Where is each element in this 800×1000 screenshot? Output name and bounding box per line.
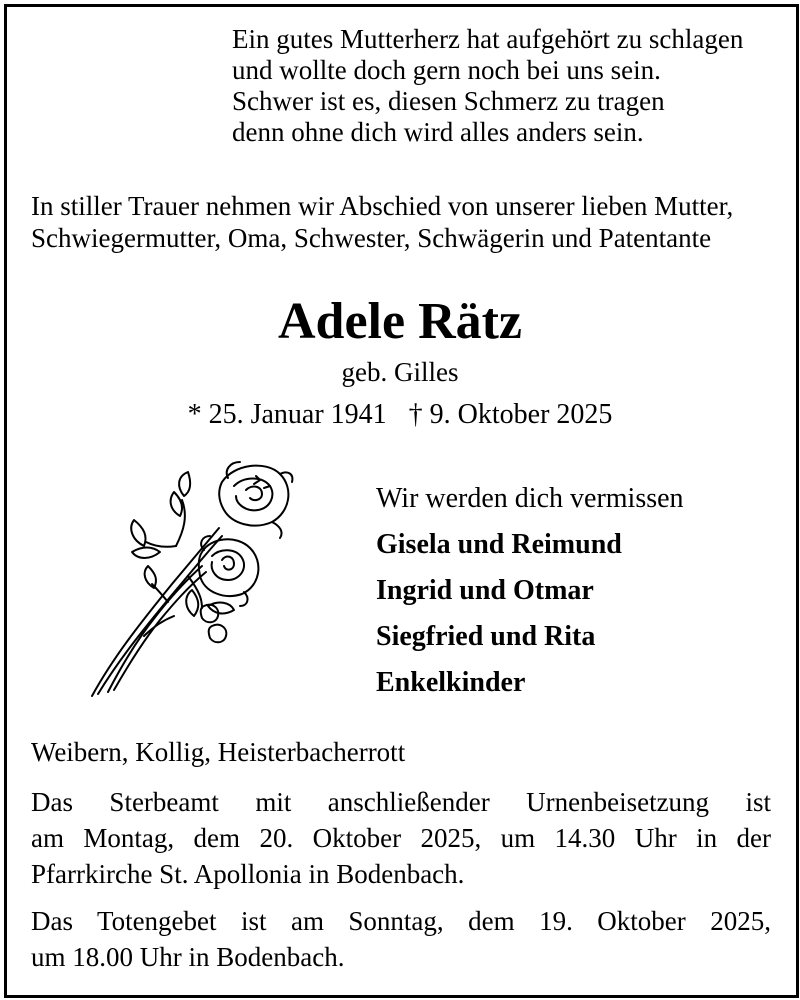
mourners-intro: Wir werden dich vermissen — [376, 483, 684, 514]
mourner-name: Gisela und Reimund — [376, 529, 622, 560]
intro-line: In stiller Trauer nehmen wir Abschied von unserer lieben Mutter, — [31, 191, 734, 221]
service-line: Das Sterbeamt mit anschließender Urnenbeisetzung ist — [31, 787, 771, 817]
maiden-name: geb. Gilles — [341, 357, 459, 387]
poem-line: und wollte doch gern noch bei uns sein. — [232, 55, 661, 85]
places: Weibern, Kollig, Heisterbacherrott — [31, 737, 406, 767]
mourners — [376, 480, 684, 710]
poem-line: Schwer ist es, diesen Schmerz zu tragen — [232, 86, 665, 116]
poem — [232, 24, 743, 148]
life-dates — [0, 398, 800, 432]
poem-line: denn ohne dich wird alles anders sein. — [232, 117, 644, 147]
rose-icon — [84, 456, 299, 701]
death-date: † 9. Oktober 2025 — [408, 399, 613, 430]
deceased-name: Adele Rätz — [277, 293, 523, 350]
mourner-name: Ingrid und Otmar — [376, 575, 594, 606]
prayer-info — [31, 903, 771, 975]
service-info — [31, 784, 771, 892]
service-line: am Montag, dem 20. Oktober 2025, um 14.30 Uhr in der — [31, 823, 771, 853]
service-line: Pfarrkirche St. Apollonia in Bodenbach. — [31, 859, 465, 889]
poem-line: Ein gutes Mutterherz hat aufgehört zu schlagen — [232, 24, 744, 54]
prayer-line: um 18.00 Uhr in Bodenbach. — [31, 942, 345, 972]
intro-line: Schwiegermutter, Oma, Schwester, Schwägerin und Patentante — [31, 223, 712, 253]
prayer-line: Das Totengebet ist am Sonntag, dem 19. Oktober 2025, — [31, 906, 771, 936]
mourner-name: Siegfried und Rita — [376, 621, 596, 652]
mourner-name: Enkelkinder — [376, 667, 526, 698]
birth-date: * 25. Januar 1941 — [187, 399, 387, 430]
intro-text — [31, 190, 771, 254]
